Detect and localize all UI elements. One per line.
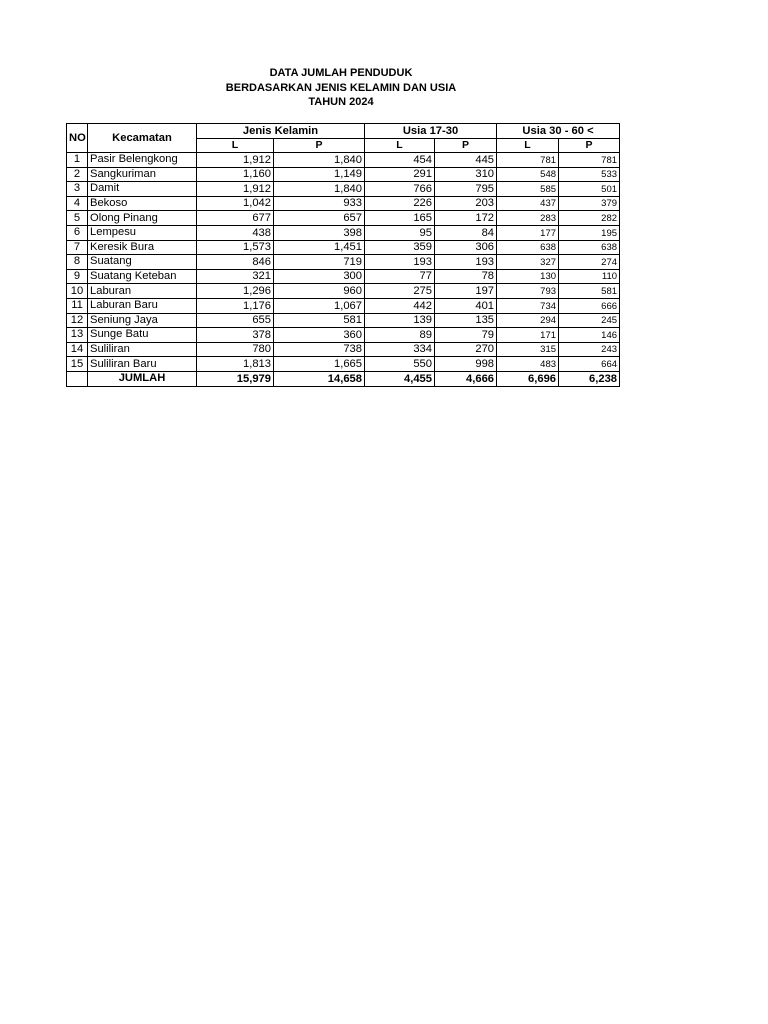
row-jk-l: 780 bbox=[197, 342, 274, 357]
row-usia2-l: 327 bbox=[497, 255, 559, 270]
row-usia1-p: 310 bbox=[435, 167, 497, 182]
table-row bbox=[67, 211, 620, 226]
row-jk-p: 719 bbox=[274, 255, 365, 270]
header-no: NO bbox=[67, 124, 88, 153]
row-usia1-p: 795 bbox=[435, 182, 497, 197]
row-jk-l: 321 bbox=[197, 269, 274, 284]
row-usia2-p: 781 bbox=[559, 153, 620, 168]
row-no: 11 bbox=[67, 298, 88, 313]
row-kecamatan: Sunge Batu bbox=[88, 328, 197, 343]
row-usia1-p: 998 bbox=[435, 357, 497, 372]
table-row bbox=[67, 357, 620, 372]
total-label: JUMLAH bbox=[88, 371, 197, 386]
row-usia1-l: 334 bbox=[365, 342, 435, 357]
row-usia1-p: 445 bbox=[435, 153, 497, 168]
row-usia1-l: 766 bbox=[365, 182, 435, 197]
row-jk-l: 438 bbox=[197, 225, 274, 240]
row-usia1-p: 306 bbox=[435, 240, 497, 255]
row-kecamatan: Olong Pinang bbox=[88, 211, 197, 226]
row-usia1-p: 270 bbox=[435, 342, 497, 357]
table-row bbox=[67, 342, 620, 357]
row-no: 13 bbox=[67, 328, 88, 343]
total-no-cell bbox=[67, 371, 88, 386]
row-jk-p: 398 bbox=[274, 225, 365, 240]
row-usia2-p: 243 bbox=[559, 342, 620, 357]
row-usia2-p: 664 bbox=[559, 357, 620, 372]
row-jk-p: 657 bbox=[274, 211, 365, 226]
row-jk-l: 1,813 bbox=[197, 357, 274, 372]
population-table bbox=[66, 123, 620, 387]
row-usia2-p: 666 bbox=[559, 298, 620, 313]
row-kecamatan: Damit bbox=[88, 182, 197, 197]
row-usia1-l: 89 bbox=[365, 328, 435, 343]
row-jk-p: 1,665 bbox=[274, 357, 365, 372]
row-no: 14 bbox=[67, 342, 88, 357]
table-row bbox=[67, 225, 620, 240]
row-usia1-l: 359 bbox=[365, 240, 435, 255]
table-row bbox=[67, 153, 620, 168]
row-usia1-l: 95 bbox=[365, 225, 435, 240]
row-usia1-p: 79 bbox=[435, 328, 497, 343]
row-jk-p: 300 bbox=[274, 269, 365, 284]
total-jk-l: 15,979 bbox=[197, 371, 274, 386]
row-usia1-p: 135 bbox=[435, 313, 497, 328]
row-jk-p: 738 bbox=[274, 342, 365, 357]
total-row bbox=[67, 371, 620, 386]
row-usia2-l: 294 bbox=[497, 313, 559, 328]
row-usia2-p: 638 bbox=[559, 240, 620, 255]
row-usia2-p: 282 bbox=[559, 211, 620, 226]
row-usia1-p: 197 bbox=[435, 284, 497, 299]
row-usia1-l: 226 bbox=[365, 196, 435, 211]
table-row bbox=[67, 284, 620, 299]
row-jk-l: 1,573 bbox=[197, 240, 274, 255]
row-usia2-l: 638 bbox=[497, 240, 559, 255]
row-kecamatan: Keresik Bura bbox=[88, 240, 197, 255]
row-usia2-p: 195 bbox=[559, 225, 620, 240]
row-usia1-p: 401 bbox=[435, 298, 497, 313]
row-usia1-l: 193 bbox=[365, 255, 435, 270]
title-line-2: BERDASARKAN JENIS KELAMIN DAN USIA bbox=[225, 81, 457, 94]
row-jk-l: 1,912 bbox=[197, 153, 274, 168]
row-usia2-l: 171 bbox=[497, 328, 559, 343]
table-row bbox=[67, 298, 620, 313]
row-no: 5 bbox=[67, 211, 88, 226]
total-usia2-p: 6,238 bbox=[559, 371, 620, 386]
table-row bbox=[67, 196, 620, 211]
row-usia2-l: 793 bbox=[497, 284, 559, 299]
total-jk-p: 14,658 bbox=[274, 371, 365, 386]
row-usia1-l: 275 bbox=[365, 284, 435, 299]
row-jk-l: 1,912 bbox=[197, 182, 274, 197]
row-usia1-l: 291 bbox=[365, 167, 435, 182]
row-no: 12 bbox=[67, 313, 88, 328]
subheader-l: L bbox=[197, 139, 274, 153]
row-no: 2 bbox=[67, 167, 88, 182]
table-row bbox=[67, 269, 620, 284]
row-jk-p: 933 bbox=[274, 196, 365, 211]
row-jk-l: 846 bbox=[197, 255, 274, 270]
header-kecamatan: Kecamatan bbox=[88, 124, 197, 153]
row-usia2-l: 283 bbox=[497, 211, 559, 226]
row-jk-p: 1,149 bbox=[274, 167, 365, 182]
row-no: 3 bbox=[67, 182, 88, 197]
table-row bbox=[67, 182, 620, 197]
table-body bbox=[67, 153, 620, 372]
row-usia1-p: 78 bbox=[435, 269, 497, 284]
row-jk-p: 360 bbox=[274, 328, 365, 343]
total-usia2-l: 6,696 bbox=[497, 371, 559, 386]
table-row bbox=[67, 328, 620, 343]
row-jk-p: 960 bbox=[274, 284, 365, 299]
row-jk-p: 1,840 bbox=[274, 153, 365, 168]
row-usia2-l: 585 bbox=[497, 182, 559, 197]
table-row bbox=[67, 167, 620, 182]
row-usia1-l: 454 bbox=[365, 153, 435, 168]
row-usia2-l: 781 bbox=[497, 153, 559, 168]
row-usia1-l: 165 bbox=[365, 211, 435, 226]
row-no: 7 bbox=[67, 240, 88, 255]
header-usia-17-30: Usia 17-30 bbox=[365, 124, 497, 139]
row-jk-l: 1,160 bbox=[197, 167, 274, 182]
row-no: 6 bbox=[67, 225, 88, 240]
row-jk-p: 1,840 bbox=[274, 182, 365, 197]
row-jk-p: 581 bbox=[274, 313, 365, 328]
row-jk-l: 1,176 bbox=[197, 298, 274, 313]
row-kecamatan: Bekoso bbox=[88, 196, 197, 211]
row-usia1-l: 550 bbox=[365, 357, 435, 372]
row-jk-l: 1,296 bbox=[197, 284, 274, 299]
row-no: 15 bbox=[67, 357, 88, 372]
subheader-p: P bbox=[274, 139, 365, 153]
total-usia1-l: 4,455 bbox=[365, 371, 435, 386]
row-no: 1 bbox=[67, 153, 88, 168]
row-usia2-p: 501 bbox=[559, 182, 620, 197]
row-jk-p: 1,451 bbox=[274, 240, 365, 255]
row-usia2-p: 379 bbox=[559, 196, 620, 211]
header-usia-30-60: Usia 30 - 60 < bbox=[497, 124, 620, 139]
table-header-row bbox=[67, 124, 620, 139]
row-usia2-p: 146 bbox=[559, 328, 620, 343]
document-title bbox=[190, 66, 492, 110]
row-usia2-l: 437 bbox=[497, 196, 559, 211]
row-kecamatan: Suatang Keteban bbox=[88, 269, 197, 284]
row-kecamatan: Suatang bbox=[88, 255, 197, 270]
row-usia2-l: 315 bbox=[497, 342, 559, 357]
row-kecamatan: Seniung Jaya bbox=[88, 313, 197, 328]
row-usia2-p: 533 bbox=[559, 167, 620, 182]
table-row bbox=[67, 255, 620, 270]
row-usia2-p: 274 bbox=[559, 255, 620, 270]
row-usia1-p: 203 bbox=[435, 196, 497, 211]
row-jk-l: 1,042 bbox=[197, 196, 274, 211]
row-kecamatan: Laburan Baru bbox=[88, 298, 197, 313]
title-line-1: DATA JUMLAH PENDUDUK bbox=[269, 67, 413, 79]
row-jk-p: 1,067 bbox=[274, 298, 365, 313]
row-usia1-l: 77 bbox=[365, 269, 435, 284]
row-no: 9 bbox=[67, 269, 88, 284]
row-usia2-l: 483 bbox=[497, 357, 559, 372]
header-jenis-kelamin: Jenis Kelamin bbox=[197, 124, 365, 139]
row-usia2-p: 245 bbox=[559, 313, 620, 328]
row-kecamatan: Pasir Belengkong bbox=[88, 153, 197, 168]
row-kecamatan: Lempesu bbox=[88, 225, 197, 240]
row-kecamatan: Suliliran bbox=[88, 342, 197, 357]
row-kecamatan: Suliliran Baru bbox=[88, 357, 197, 372]
row-usia1-l: 139 bbox=[365, 313, 435, 328]
title-line-3: TAHUN 2024 bbox=[308, 96, 374, 108]
row-no: 10 bbox=[67, 284, 88, 299]
row-usia2-p: 581 bbox=[559, 284, 620, 299]
row-kecamatan: Laburan bbox=[88, 284, 197, 299]
row-usia2-l: 130 bbox=[497, 269, 559, 284]
row-no: 4 bbox=[67, 196, 88, 211]
row-usia2-p: 110 bbox=[559, 269, 620, 284]
row-usia2-l: 548 bbox=[497, 167, 559, 182]
subheader-l: L bbox=[365, 139, 435, 153]
total-usia1-p: 4,666 bbox=[435, 371, 497, 386]
row-kecamatan: Sangkuriman bbox=[88, 167, 197, 182]
subheader-l: L bbox=[497, 139, 559, 153]
row-usia2-l: 177 bbox=[497, 225, 559, 240]
row-usia1-p: 84 bbox=[435, 225, 497, 240]
row-usia1-l: 442 bbox=[365, 298, 435, 313]
subheader-p: P bbox=[559, 139, 620, 153]
row-jk-l: 655 bbox=[197, 313, 274, 328]
row-usia1-p: 193 bbox=[435, 255, 497, 270]
subheader-p: P bbox=[435, 139, 497, 153]
row-jk-l: 677 bbox=[197, 211, 274, 226]
row-usia1-p: 172 bbox=[435, 211, 497, 226]
row-jk-l: 378 bbox=[197, 328, 274, 343]
row-no: 8 bbox=[67, 255, 88, 270]
table-row bbox=[67, 313, 620, 328]
table-row bbox=[67, 240, 620, 255]
row-usia2-l: 734 bbox=[497, 298, 559, 313]
